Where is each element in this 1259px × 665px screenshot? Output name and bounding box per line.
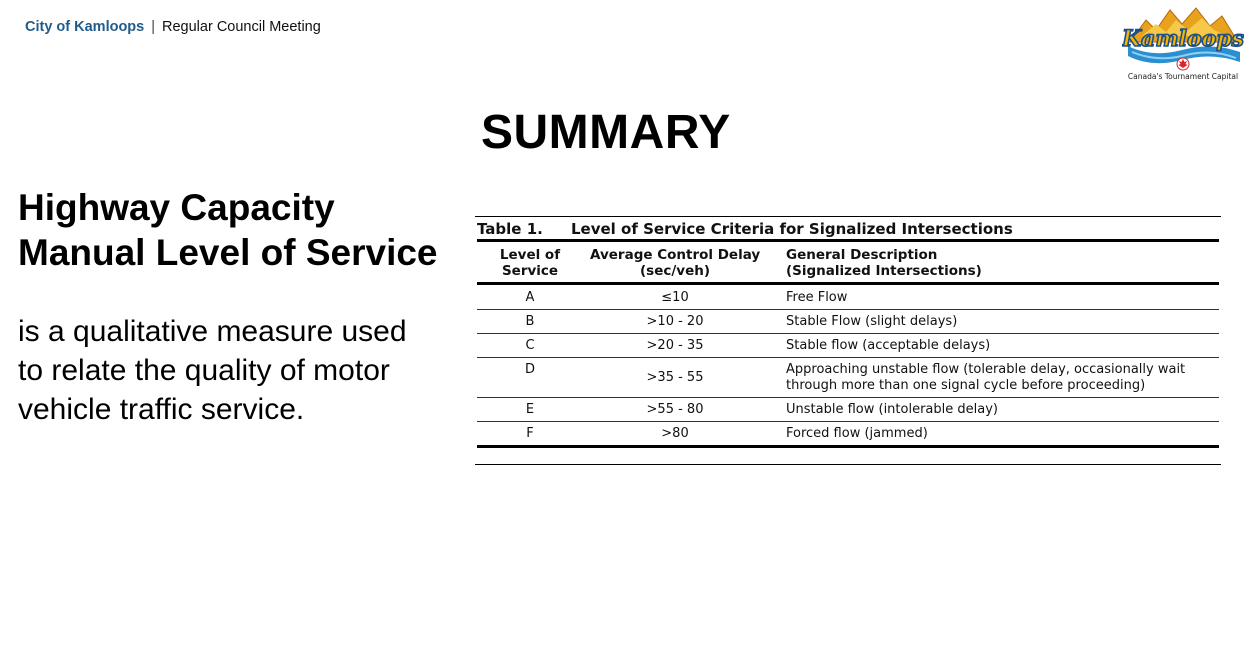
table-caption-number: Table 1. (477, 220, 543, 238)
header-general-description: General Description (Signalized Intersections) (786, 247, 982, 279)
table-cell-delay: >10 - 20 (646, 314, 704, 329)
heading-line: Manual Level of Service (18, 232, 438, 273)
kamloops-logo (1122, 6, 1244, 86)
slide-header (25, 19, 321, 35)
table-bottom-thick-rule (477, 445, 1219, 448)
row-divider (477, 357, 1219, 358)
heading-line: Highway Capacity (18, 187, 335, 228)
table-cell-description: Approaching unstable flow (tolerable delay, occasionally wait through more than one signal cycle before proceeding) (786, 362, 1186, 393)
table-cell-description: Stable Flow (slight delays) (786, 314, 958, 329)
definition-line: is a qualitative measure used (18, 315, 407, 348)
table-cell-delay: >20 - 35 (646, 338, 704, 353)
definition-line: vehicle traffic service. (18, 393, 305, 426)
table-cell-description: Unstable flow (intolerable delay) (786, 402, 998, 417)
header-separator: | (151, 19, 156, 35)
definition-line: to relate the quality of motor (18, 354, 390, 387)
header-rule (477, 282, 1219, 285)
logo-tagline: Canada's Tournament Capital (1127, 72, 1239, 81)
definition-text (18, 312, 458, 429)
table-cell-los: F (526, 426, 534, 441)
table-cell-los: C (525, 338, 535, 353)
table-cell-los: D (524, 362, 535, 377)
table-cell-los: A (525, 290, 535, 305)
table-cell-delay: >55 - 80 (646, 402, 704, 417)
row-divider (477, 421, 1219, 422)
table-cell-delay: >80 (661, 426, 689, 441)
table-bottom-rule (475, 464, 1221, 465)
row-divider (477, 309, 1219, 310)
table-cell-delay: ≤10 (661, 290, 689, 305)
table-cell-delay: >35 - 55 (646, 370, 704, 385)
table-caption-text: Level of Service Criteria for Signalized Intersections (571, 220, 1013, 238)
header-level-of-service: Level of Service (499, 247, 561, 279)
table-cell-description: Forced flow (jammed) (786, 426, 928, 441)
table-cell-description: Stable flow (acceptable delays) (786, 338, 991, 353)
row-divider (477, 333, 1219, 334)
row-divider (477, 397, 1219, 398)
table-caption (477, 220, 1013, 238)
caption-rule (477, 239, 1219, 242)
table-top-rule (475, 216, 1221, 217)
slide-title: SUMMARY (481, 106, 731, 159)
logo-wordmark: Kamloops (1122, 26, 1244, 52)
meeting-name: Regular Council Meeting (162, 19, 321, 35)
header-average-control-delay: Average Control Delay (sec/veh) (590, 247, 761, 279)
table-cell-los: B (525, 314, 535, 329)
organization-name: City of Kamloops (25, 19, 145, 35)
section-heading (18, 185, 468, 275)
table-cell-los: E (525, 402, 535, 417)
table-cell-description: Free Flow (786, 290, 848, 305)
kamloops-logo-graphic (1122, 6, 1244, 72)
